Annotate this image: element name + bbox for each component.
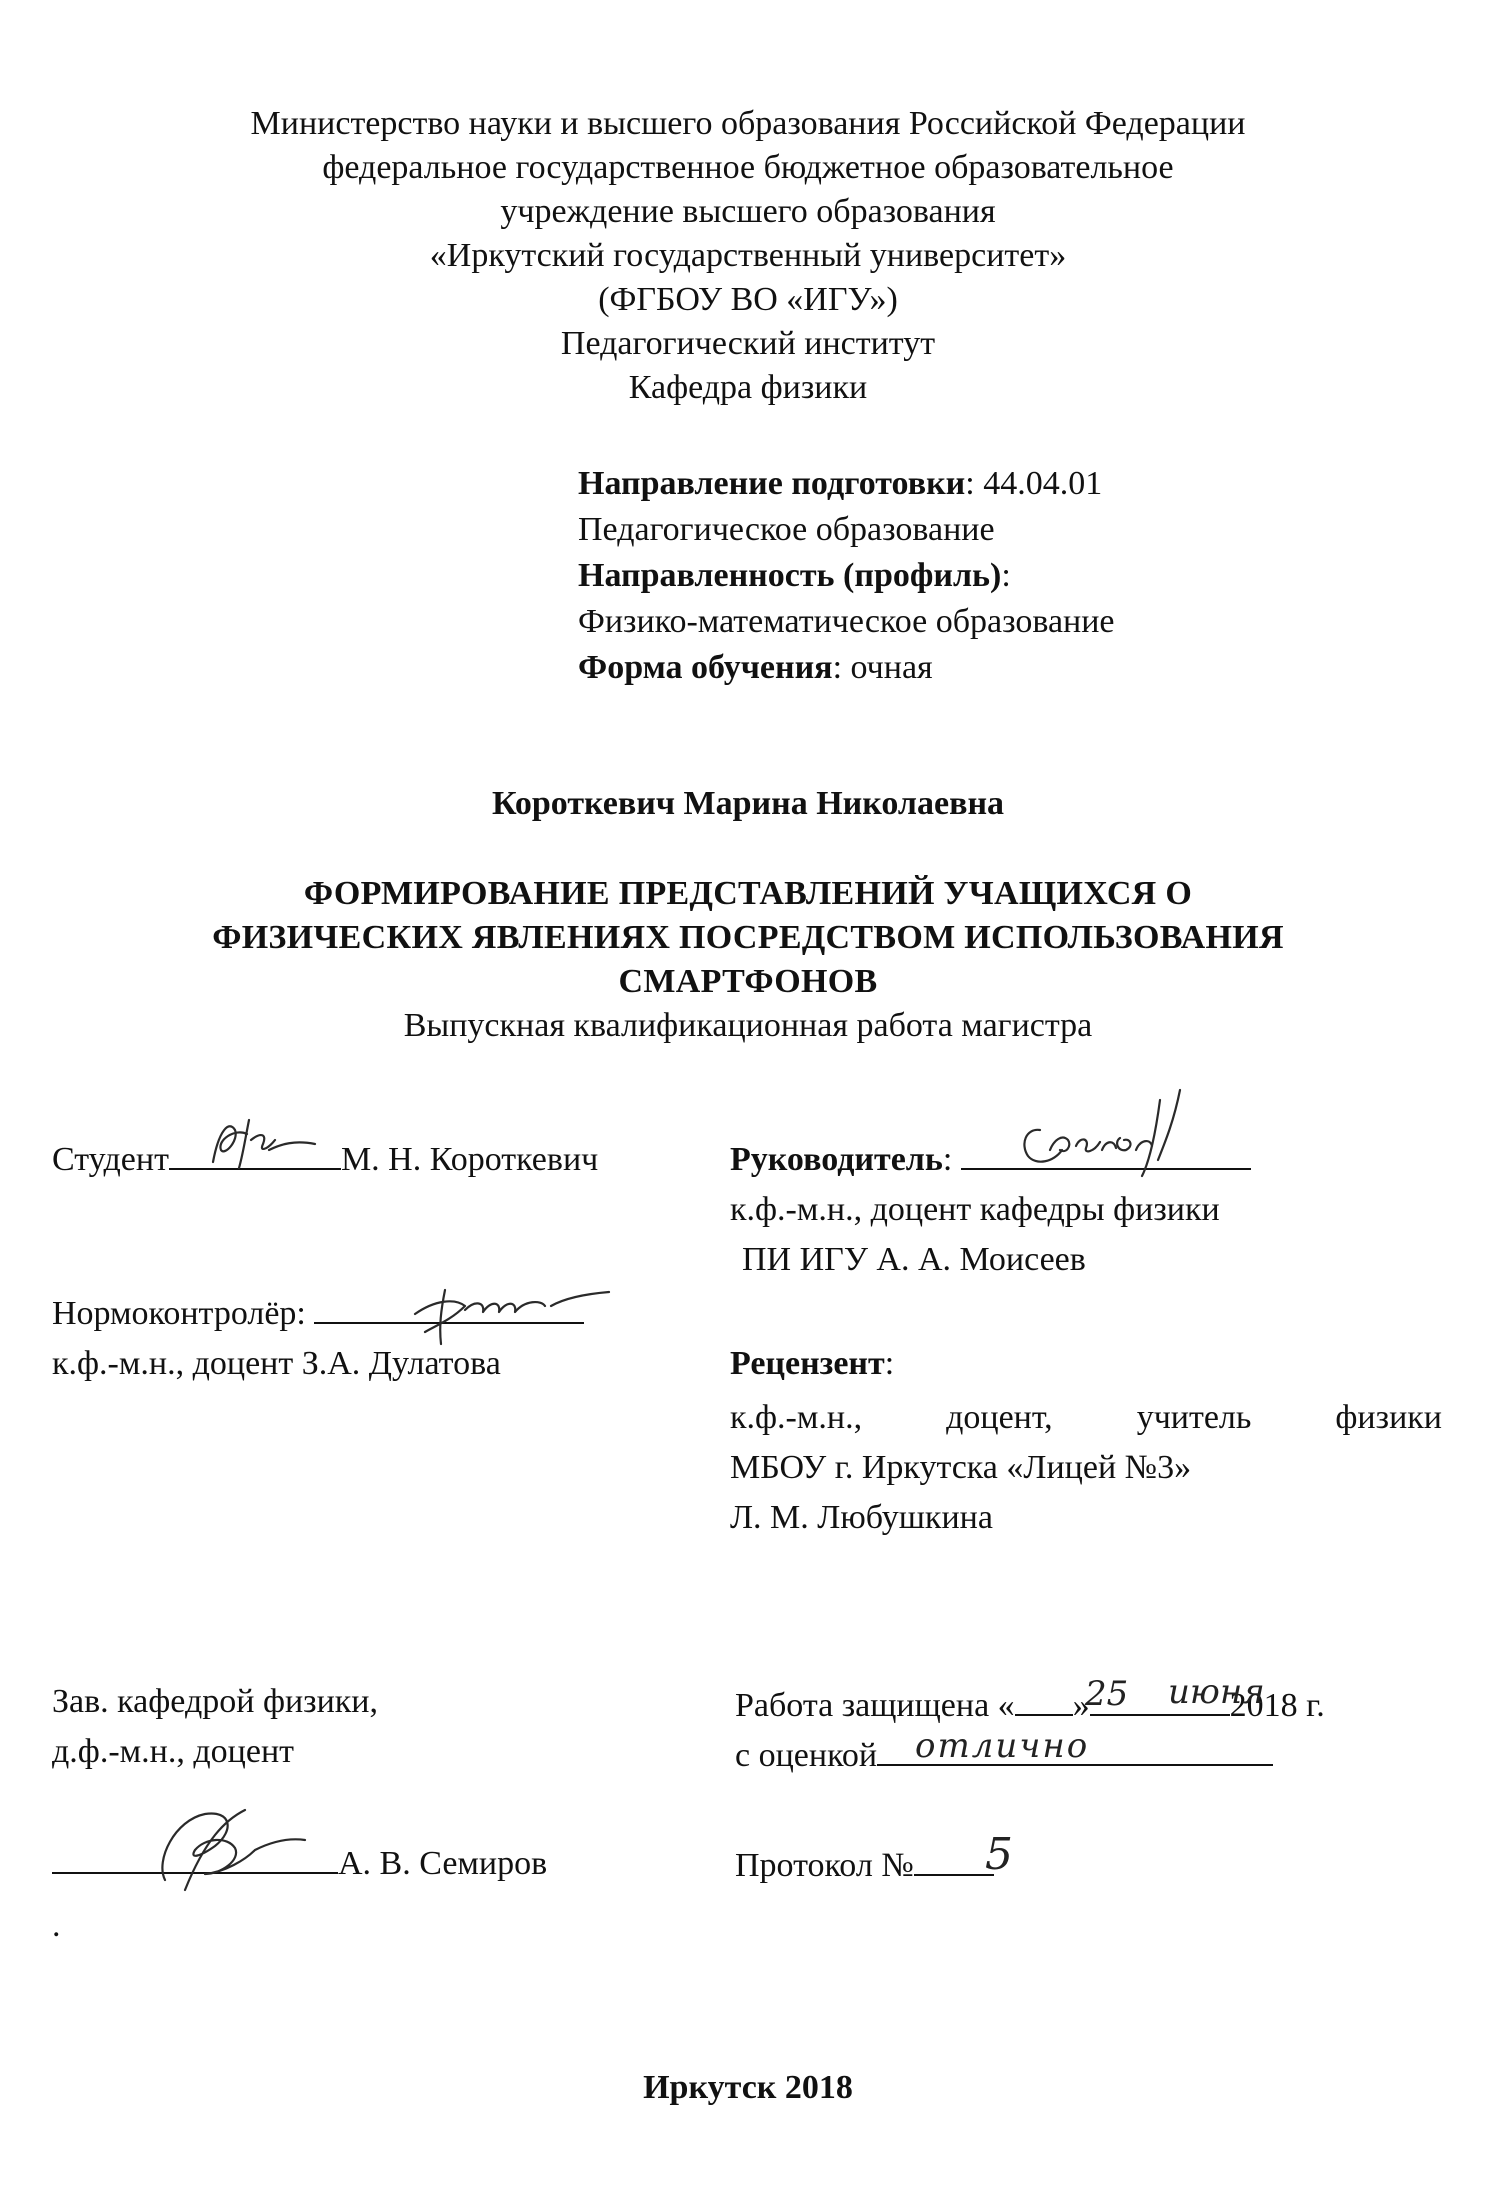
work-type: Выпускная квалификационная работа магистра [403,1007,1093,1044]
profile-colon: : [1001,557,1011,594]
student-signature-blank [169,1138,341,1170]
head-name: А. В. Семиров [338,1845,548,1882]
supervisor-signature-blank [961,1138,1251,1170]
defense-prefix: Работа защищена « [735,1687,1015,1724]
normcontrol-line [52,1292,584,1336]
defense-day-handwritten: 25 [1085,1674,1129,1714]
direction-name: Педагогическое образование [578,511,995,548]
direction-code: : 44.04.01 [965,465,1103,502]
defense-year: 2018 г. [1229,1687,1325,1724]
normcontrol-label: Нормоконтролёр: [52,1295,306,1332]
profile-line [578,554,1011,598]
reviewer-degree-word-1: к.ф.-м.н., [730,1399,863,1436]
defense-mid: » [1072,1687,1090,1724]
university-abbr: (ФГБОУ ВО «ИГУ») [598,281,898,318]
institute-name: Педагогический институт [560,325,936,362]
reviewer-degree-word-3: учитель [1136,1399,1252,1436]
head-degree: д.ф.-м.н., доцент [52,1733,295,1770]
direction-line [578,462,1102,506]
university-name: «Иркутский государственный университет» [429,237,1067,274]
grade-label: с оценкой [735,1737,878,1774]
reviewer-degree-word-2: доцент, [946,1399,1053,1436]
profile-label: Направленность (профиль) [578,557,1002,594]
supervisor-line [730,1138,1251,1182]
defense-day-blank [1015,1684,1073,1716]
reviewer-degree-line [730,1396,1442,1440]
form-label: Форма обучения [578,649,833,686]
stray-dot: . [52,1907,61,1944]
supervisor-colon: : [942,1141,953,1178]
reviewer-organization: МБОУ г. Иркутска «Лицей №3» [730,1449,1192,1486]
supervisor-name: ПИ ИГУ А. А. Моисеев [742,1241,1086,1278]
direction-label: Направление подготовки [578,465,966,502]
reviewer-line [730,1342,894,1386]
normcontrol-name: к.ф.-м.н., доцент З.А. Дулатова [52,1345,501,1382]
department-name: Кафедра физики [628,369,868,406]
ministry-line: Министерство науки и высшего образования Российской Федерации [250,105,1246,142]
student-label: Студент [52,1141,169,1178]
head-title: Зав. кафедрой физики, [52,1683,379,1720]
student-name: М. Н. Короткевич [340,1141,599,1178]
reviewer-colon: : [884,1345,895,1382]
author-name: Короткевич Марина Николаевна [491,785,1005,822]
university-type-line: федеральное государственное бюджетное образовательное [322,149,1174,186]
profile-name: Физико-математическое образование [578,603,1115,640]
protocol-blank [914,1844,994,1876]
thesis-title-line-3: СМАРТФОНОВ [618,963,878,1000]
normcontrol-signature-blank [314,1292,584,1324]
protocol-number-handwritten: 5 [985,1829,1013,1880]
supervisor-label: Руководитель [730,1141,943,1178]
thesis-title-line-1: ФОРМИРОВАНИЕ ПРЕДСТАВЛЕНИЙ УЧАЩИХСЯ О [303,875,1193,912]
head-signature-blank [52,1842,338,1874]
supervisor-degree: к.ф.-м.н., доцент кафедры физики [730,1191,1220,1228]
thesis-title-line-2: ФИЗИЧЕСКИХ ЯВЛЕНИЯХ ПОСРЕДСТВОМ ИСПОЛЬЗОВАНИЯ [212,919,1284,956]
reviewer-label: Рецензент [730,1345,885,1382]
protocol-line [735,1844,994,1888]
defense-month-handwritten: июня [1168,1672,1265,1712]
form-value: : очная [832,649,933,686]
form-line [578,646,933,690]
protocol-label: Протокол № [735,1847,914,1884]
grade-handwritten: отлично [915,1726,1090,1766]
reviewer-name: Л. М. Любушкина [730,1499,993,1536]
reviewer-degree-word-4: физики [1335,1399,1442,1436]
student-line [52,1138,598,1182]
head-signature-line [52,1842,547,1886]
institution-line: учреждение высшего образования [500,193,996,230]
city-year: Иркутск 2018 [643,2069,853,2106]
